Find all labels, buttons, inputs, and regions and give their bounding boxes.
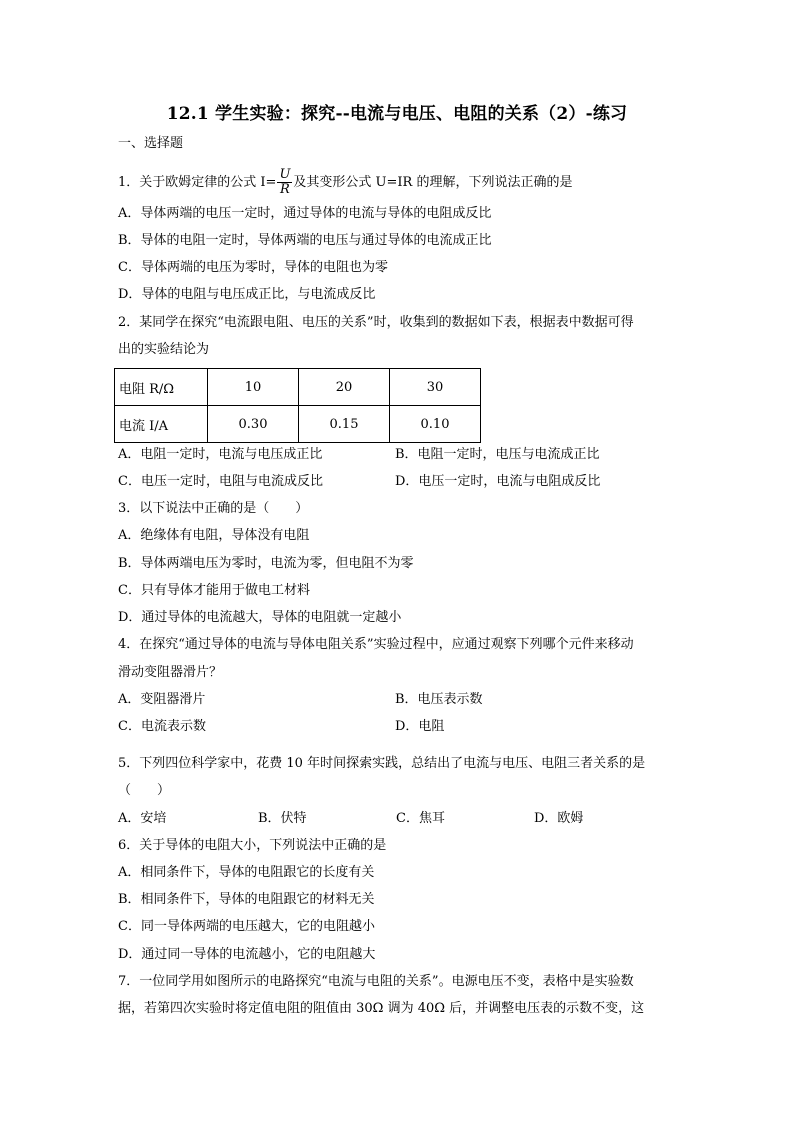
q5-stem-line2: （ ）	[118, 783, 171, 798]
q1-option-c: C．导体两端的电压为零时，导体的电阻也为零	[118, 260, 388, 275]
q1-stem	[118, 168, 572, 197]
q3-option-d: D．通过导体的电流越大，导体的电阻就一定越小	[118, 610, 402, 625]
q5-option-b: B．伏特	[258, 811, 307, 826]
q5-option-a: A．安培	[118, 811, 167, 826]
q2-option-b: B．电阻一定时，电压与电流成正比	[395, 447, 600, 462]
q2-option-a: A．电阻一定时，电流与电压成正比	[118, 447, 323, 462]
table-row-current	[115, 406, 481, 443]
q6-option-a: A．相同条件下，导体的电阻跟它的长度有关	[118, 865, 375, 880]
q2-stem-line1: 2．某同学在探究“电流跟电阻、电压的关系”时，收集到的数据如下表，根据表中数据可得	[118, 315, 634, 330]
q1-option-a: A．导体两端的电压一定时，通过导体的电流与导体的电阻成反比	[118, 206, 492, 221]
table-row-label: 电流 I/A	[115, 406, 208, 443]
fraction-denominator: R	[280, 182, 290, 197]
q6-stem: 6．关于导体的电阻大小，下列说法中正确的是	[118, 838, 387, 853]
section-heading: 一、选择题	[118, 136, 184, 151]
q4-stem-line1: 4．在探究“通过导体的电流与导体电阻关系”实验过程中，应通过观察下列哪个元件来移动	[118, 637, 634, 652]
q3-option-a: A．绝缘体有电阻，导体没有电阻	[118, 528, 310, 543]
q4-option-c: C．电流表示数	[118, 719, 206, 734]
q2-option-c: C．电压一定时，电阻与电流成反比	[118, 474, 323, 489]
data-table	[114, 368, 481, 443]
q6-option-c: C．同一导体两端的电压越大，它的电阻越小	[118, 919, 375, 934]
q4-option-d: D．电阻	[395, 719, 445, 734]
q3-option-c: C．只有导体才能用于做电工材料	[118, 583, 310, 598]
q7-stem-line1: 7．一位同学用如图所示的电路探究“电流与电阻的关系”。电源电压不变，表格中是实验数	[118, 974, 634, 989]
q5-option-d: D．欧姆	[534, 811, 584, 826]
table-cell: 20	[299, 369, 390, 406]
table-row-label: 电阻 R/Ω	[115, 369, 208, 406]
table-cell: 30	[390, 369, 481, 406]
fraction-numerator: U	[279, 167, 291, 182]
q1-option-b: B．导体的电阻一定时，导体两端的电压与通过导体的电流成正比	[118, 233, 492, 248]
q1-stem-after: 及其变形公式 U=IR 的理解，下列说法正确的是	[293, 175, 573, 190]
q3-stem: 3．以下说法中正确的是（ ）	[118, 501, 309, 516]
q6-option-d: D．通过同一导体的电流越小，它的电阻越大	[118, 947, 376, 962]
ohm-law-fraction	[277, 168, 292, 197]
table-cell: 0.30	[208, 406, 299, 443]
q2-option-d: D．电压一定时，电流与电阻成反比	[395, 474, 601, 489]
q4-option-a: A．变阻器滑片	[118, 692, 206, 707]
page-title: 12.1 学生实验：探究--电流与电压、电阻的关系（2）-练习	[166, 104, 628, 124]
q7-stem-line2: 据，若第四次实验时将定值电阻的阻值由 30Ω 调为 40Ω 后，并调整电压表的示数不变，这	[118, 1001, 645, 1016]
q3-option-b: B．导体两端电压为零时，电流为零，但电阻不为零	[118, 556, 414, 571]
q4-stem-line2: 滑动变阻器滑片？	[118, 665, 223, 680]
q1-stem-before: 1．关于欧姆定律的公式 I=	[118, 175, 277, 190]
q5-option-c: C．焦耳	[396, 811, 445, 826]
table-cell: 0.15	[299, 406, 390, 443]
q2-stem-line2: 出的实验结论为	[118, 342, 210, 357]
q1-option-d: D．导体的电阻与电压成正比，与电流成反比	[118, 287, 376, 302]
q5-stem-line1: 5．下列四位科学家中，花费 10 年时间探索实践，总结出了电流与电压、电阻三者关系的是	[118, 756, 646, 771]
table-cell: 10	[208, 369, 299, 406]
table-cell: 0.10	[390, 406, 481, 443]
q6-option-b: B．相同条件下，导体的电阻跟它的材料无关	[118, 892, 375, 907]
q4-option-b: B．电压表示数	[395, 692, 483, 707]
table-row-resistance	[115, 369, 481, 406]
